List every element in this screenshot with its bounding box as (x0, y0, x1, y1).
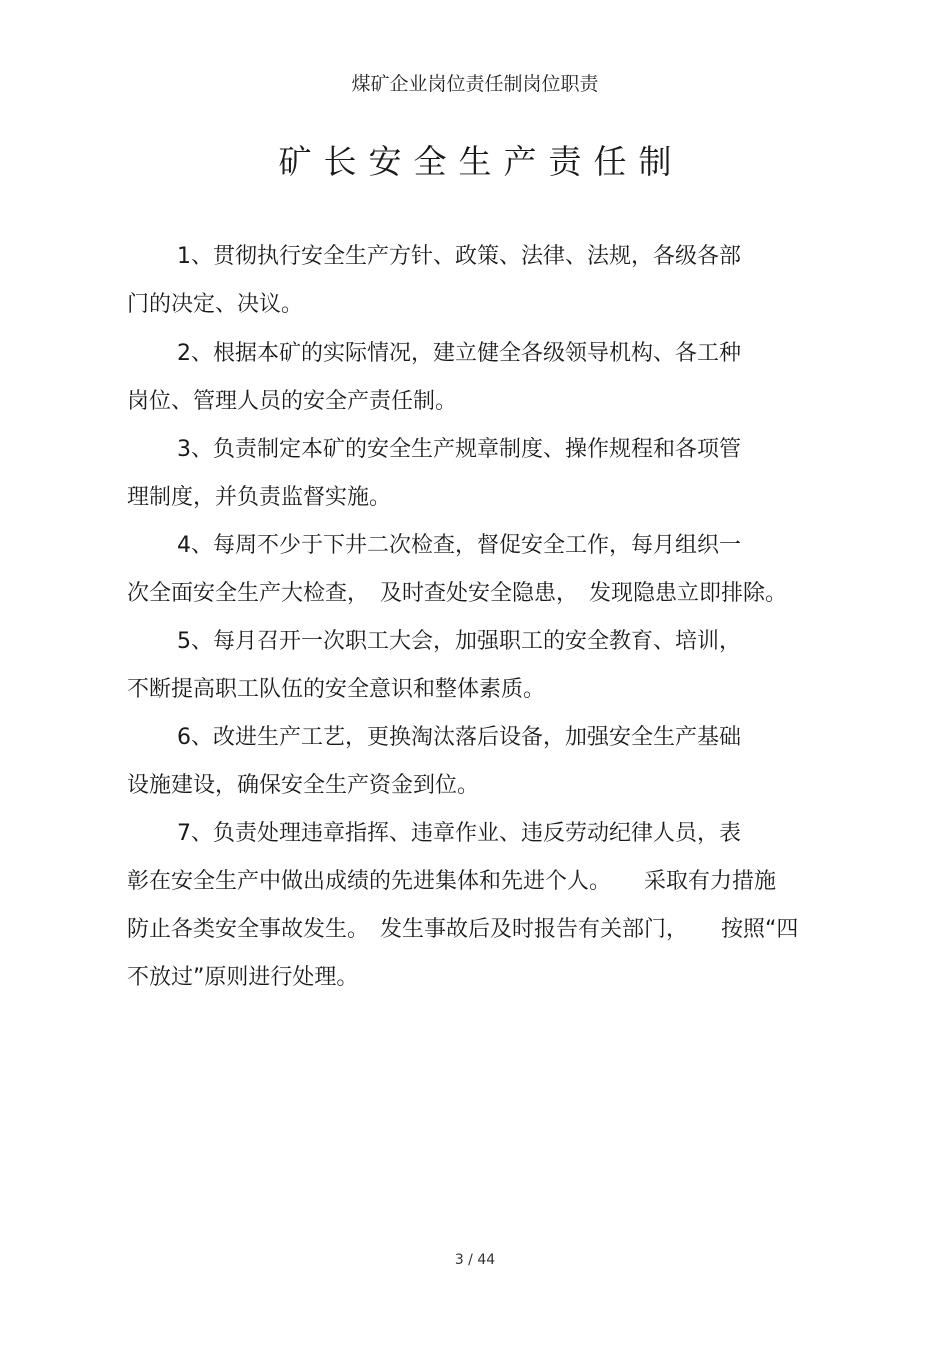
item-1-line-1: 1、贯彻执行安全生产方针、政策、法律、法规，各级各部 (177, 244, 741, 269)
document-title: 矿长安全生产责任制 (278, 142, 684, 181)
item-6-line-2: 设施建设，确保安全生产资金到位。 (127, 773, 480, 798)
item-2-line-2: 岗位、管理人员的安全产责任制。 (127, 389, 458, 414)
item-3-line-1: 3、负责制定本矿的安全生产规章制度、操作规程和各项管 (177, 437, 741, 462)
item-4-line-1: 4、每周不少于下井二次检查，督促安全工作，每月组织一 (177, 533, 741, 558)
item-7-line-3: 防止各类安全事故发生。 发生事故后及时报告有关部门， 按照“四 (127, 917, 799, 942)
item-7-line-2: 彰在安全生产中做出成绩的先进集体和先进个人。 采取有力措施 (127, 869, 777, 894)
item-5-line-1: 5、每月召开一次职工大会，加强职工的安全教育、培训， (177, 629, 741, 654)
item-3-line-2: 理制度，并负责监督实施。 (127, 485, 392, 510)
item-6-line-1: 6、改进生产工艺，更换淘汰落后设备，加强安全生产基础 (177, 725, 741, 750)
item-1-line-2: 门的决定、决议。 (127, 292, 304, 317)
page-number: 3 / 44 (454, 1252, 496, 1268)
item-7-line-1: 7、负责处理违章指挥、违章作业、违反劳动纪律人员，表 (177, 821, 741, 846)
item-4-line-2: 次全面安全生产大检查， 及时查处安全隐患， 发现隐患立即排除。 (127, 581, 788, 606)
item-5-line-2: 不断提高职工队伍的安全意识和整体素质。 (127, 677, 546, 702)
item-7-line-4: 不放过”原则进行处理。 (127, 965, 359, 990)
running-header: 煤矿企业岗位责任制岗位职责 (351, 73, 599, 95)
item-2-line-1: 2、根据本矿的实际情况，建立健全各级领导机构、各工种 (177, 341, 741, 366)
